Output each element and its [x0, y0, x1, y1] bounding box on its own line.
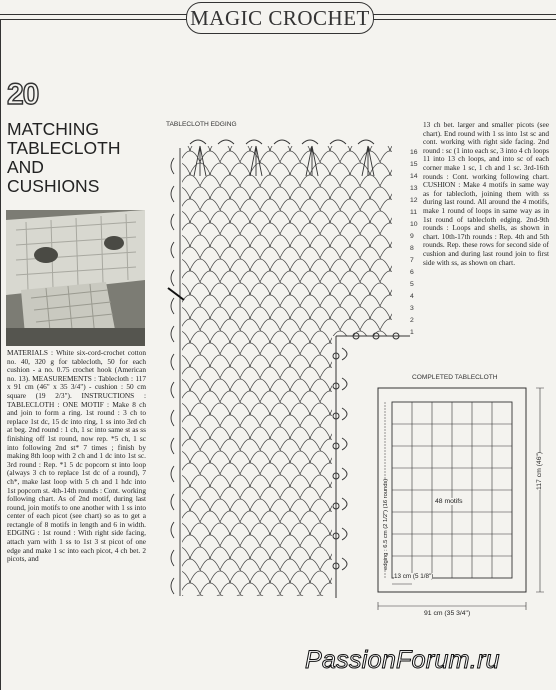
title-line: TABLECLOTH: [7, 138, 121, 158]
title-line: MATCHING: [7, 119, 100, 139]
magazine-title: MAGIC CROCHET: [186, 2, 374, 34]
completed-tablecloth-diagram: [372, 384, 552, 616]
cell-size-label: 13 cm (5 1/8"): [394, 573, 434, 580]
chart-label: TABLECLOTH EDGING: [166, 121, 237, 128]
height-label: 117 cm (46"): [536, 451, 543, 490]
article-title: [7, 120, 137, 196]
width-label: 91 cm (35 3/4"): [424, 610, 471, 617]
row-mark: 5: [410, 281, 414, 288]
motifs-count-label: 48 motifs: [435, 498, 463, 505]
edging-label: edging : 6.5 cm (2 1/2") (16 rounds): [383, 478, 389, 570]
instructions-right: 13 ch bet. larger and smaller picots (see chart). End round with 1 ss into 1st sc and cont. working with right side facing. 2nd round : sc (1 into each sc, 3 into 4 ch loops 11 into 13 ch loops, and into sc of each corner make 1 sc, 1 ch and 1 sc. 3rd-16th rounds : Cont. working following chart. CUSHION : Make 4 motifs in same way as for tablecloth, joining them with ss during last round. All around the 4 motifs, make 1 round of loops in same way as in 1st round of tablecloth edging. 2nd-9th rounds : Loops and shells, as shown in chart. 10th-17th rounds : Rep. 4th and 5th rounds. Rep. these rows for second side of cushion and during last round join to first side with ss, as shown on chart.: [423, 121, 549, 267]
row-mark: 15: [410, 161, 418, 168]
row-mark: 9: [410, 233, 414, 240]
row-mark: 11: [410, 209, 418, 216]
pattern-number: 20: [7, 78, 39, 111]
tablecloth-photo: [6, 210, 145, 346]
row-mark: 2: [410, 317, 414, 324]
row-mark: 12: [410, 197, 418, 204]
row-mark: 6: [410, 269, 414, 276]
row-mark: 7: [410, 257, 414, 264]
row-mark: 8: [410, 245, 414, 252]
title-line: CUSHIONS: [7, 176, 100, 196]
title-line: AND: [7, 157, 44, 177]
row-mark: 16: [410, 149, 418, 156]
diagram-label: COMPLETED TABLECLOTH: [412, 374, 498, 381]
row-mark: 3: [410, 305, 414, 312]
row-mark: 14: [410, 173, 418, 180]
instructions-left: MATERIALS : White six-cord-crochet cotton no. 40, 320 g for tablecloth, 50 for each cushion - a no. 0.75 crochet hook (American no. 13). MEASUREMENTS : Tablecloth : 117 x 91 cm (46" x 35 3/4") - cushion : 50 cm square (19 2/3"). INSTRUCTIONS : TABLECLOTH : ONE MOTIF : Make 8 ch and join to form a ring. 1st round : 3 ch to replace 1st dc, 15 dc into ring, 1 ss into 3rd ch at beg. 2nd round : 1 ch, 1 sc into same st as ss finishing off 1st round, now rep. *5 ch, 1 sc into following 2nd st* 7 times ; finish by making 8th loop with 2 ch and 1 dc into 1st sc. 3rd round : Rep. *1 5 dc popcorn st into loop (always 3 ch to replace 1st dc of a round), 7 ch*, make last loop with 5 ch and 1 hdc into 1st popcorn st. 4th-14th rounds : Cont. working following chart. As of 2nd motif, during last round, join motifs to one another with 1 ss into center of each picot (see chart) so as to get a rectangle of 8 motifs in length and 6 in width. EDGING : 1st round : With right side facing, attach yarn with 1 ss to 1st 3 st picot of one edge and make 1 sc into each picot, 4 ch bet. 2 picots, and: [7, 349, 146, 564]
binding-rule: [0, 20, 1, 690]
row-mark: 13: [410, 185, 418, 192]
row-mark: 1: [410, 329, 414, 336]
row-mark: 4: [410, 293, 414, 300]
forum-watermark: PassionForum.ru: [305, 646, 500, 674]
row-mark: 10: [410, 221, 418, 228]
